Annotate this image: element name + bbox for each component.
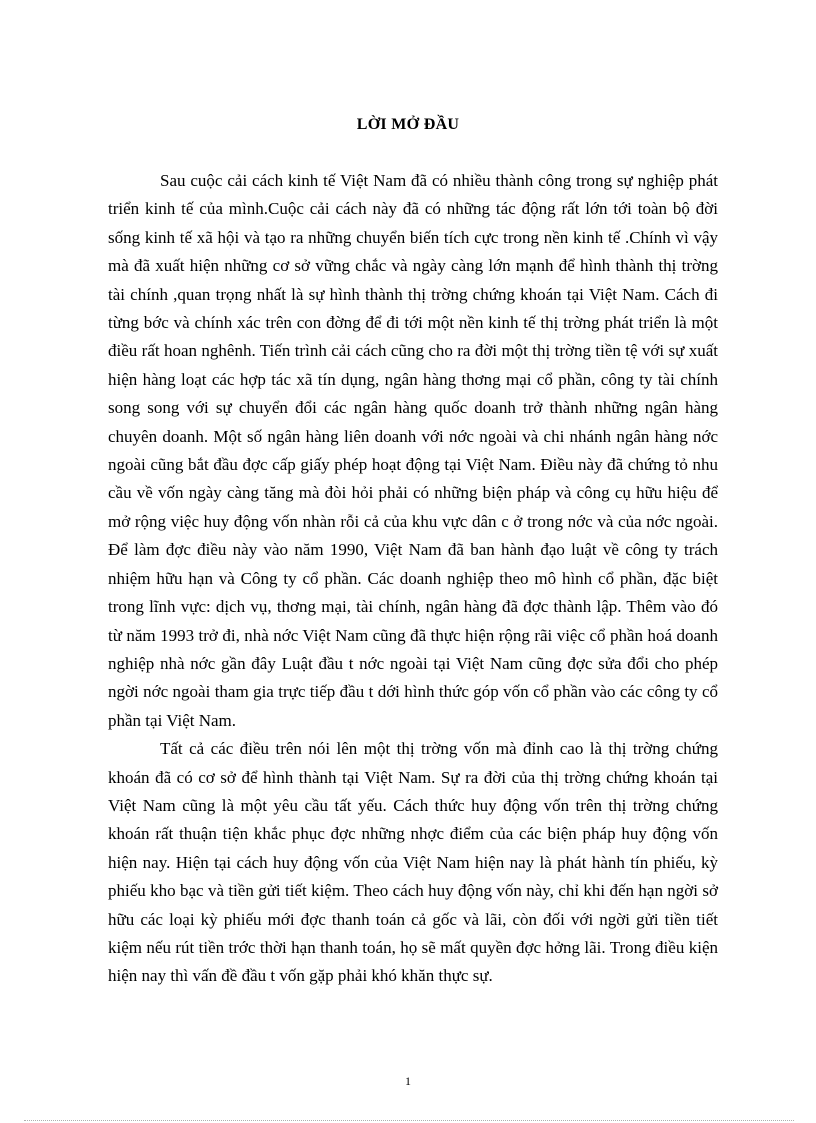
document-body	[108, 167, 718, 991]
page-title: LỜI MỞ ĐẦU	[356, 116, 460, 133]
page-number: 1	[405, 1074, 411, 1088]
paragraph-capital-market: Tất cả các điều trên nói lên một thị trờng vốn mà đỉnh cao là thị trờng chứng khoán đã có cơ sở để hình thành tại Việt Nam. Sự ra đời của thị trờng chứng khoán tại Việt Nam cũng là một yêu cầu tất yếu. Cách thức huy động vốn trên thị trờng chứng khoán rất thuận tiện khắc phục đợc những nhợc điểm của các biện pháp huy động vốn hiện nay. Hiện tại cách huy động vốn của Việt Nam hiện nay là phát hành tín phiếu, kỳ phiếu kho bạc và tiền gửi tiết kiệm. Theo cách huy động vốn này, chỉ khi đến hạn ngời sở hữu các loại kỳ phiếu mới đợc thanh toán cả gốc và lãi, còn đối với ngời gửi tiền tiết kiệm nếu rút tiền trớc thời hạn thanh toán, họ sẽ mất quyền đợc hởng lãi. Trong điều kiện hiện nay thì vấn đề đầu t vốn gặp phải khó khăn thực sự.	[108, 739, 718, 986]
footer-divider	[24, 1120, 794, 1121]
paragraph-intro: Sau cuộc cải cách kinh tế Việt Nam đã có nhiều thành công trong sự nghiệp phát triển kinh tế của mình.Cuộc cải cách này đã có những tác động rất lớn tới toàn bộ đời sống kinh tế xã hội và tạo ra những chuyển biến tích cực trong nền kinh tế .Chính vì vậy mà đã xuất hiện những cơ sở vững chắc và ngày càng lớn mạnh để hình thành thị trờng tài chính ,quan trọng nhất là sự hình thành thị trờng chứng khoán tại Việt Nam. Cách đi từng bớc và chính xác trên con đờng để đi tới một nền kinh tế thị trờng phát triển là một điều rất hoan nghênh. Tiến trình cải cách cũng cho ra đời một thị trờng tiền tệ với sự xuất hiện hàng loạt các hợp tác xã tín dụng, ngân hàng thơng mại cổ phần, công ty tài chính song song với sự chuyển đổi các ngân hàng quốc doanh trở thành những ngân hàng chuyên doanh. Một số ngân hàng liên doanh với nớc ngoài và chi nhánh ngân hàng nớc ngoài cũng bắt đầu đợc cấp giấy phép hoạt động tại Việt Nam. Điều này đã chứng tỏ nhu cầu về vốn ngày càng tăng mà đòi hỏi phải có những biện pháp và công cụ hữu hiệu để mở rộng việc huy động vốn nhàn rỗi cả của khu vực dân c ở trong nớc và của nớc ngoài. Để làm đợc điều này vào năm 1990, Việt Nam đã ban hành đạo luật về công ty trách nhiệm hữu hạn và Công ty cổ phần. Các doanh nghiệp theo mô hình cổ phần, đặc biệt trong lĩnh vực: dịch vụ, thơng mại, tài chính, ngân hàng đã đợc thành lập. Thêm vào đó từ năm 1993 trở đi, nhà nớc Việt Nam cũng đã thực hiện rộng rãi việc cổ phần hoá doanh nghiệp nhà nớc gần đây Luật đầu t nớc ngoài tại Việt Nam cũng đợc sửa đổi cho phép ngời nớc ngoài tham gia trực tiếp đầu t dới hình thức góp vốn cổ phần vào các công ty cổ phần tại Việt Nam.	[108, 171, 718, 730]
